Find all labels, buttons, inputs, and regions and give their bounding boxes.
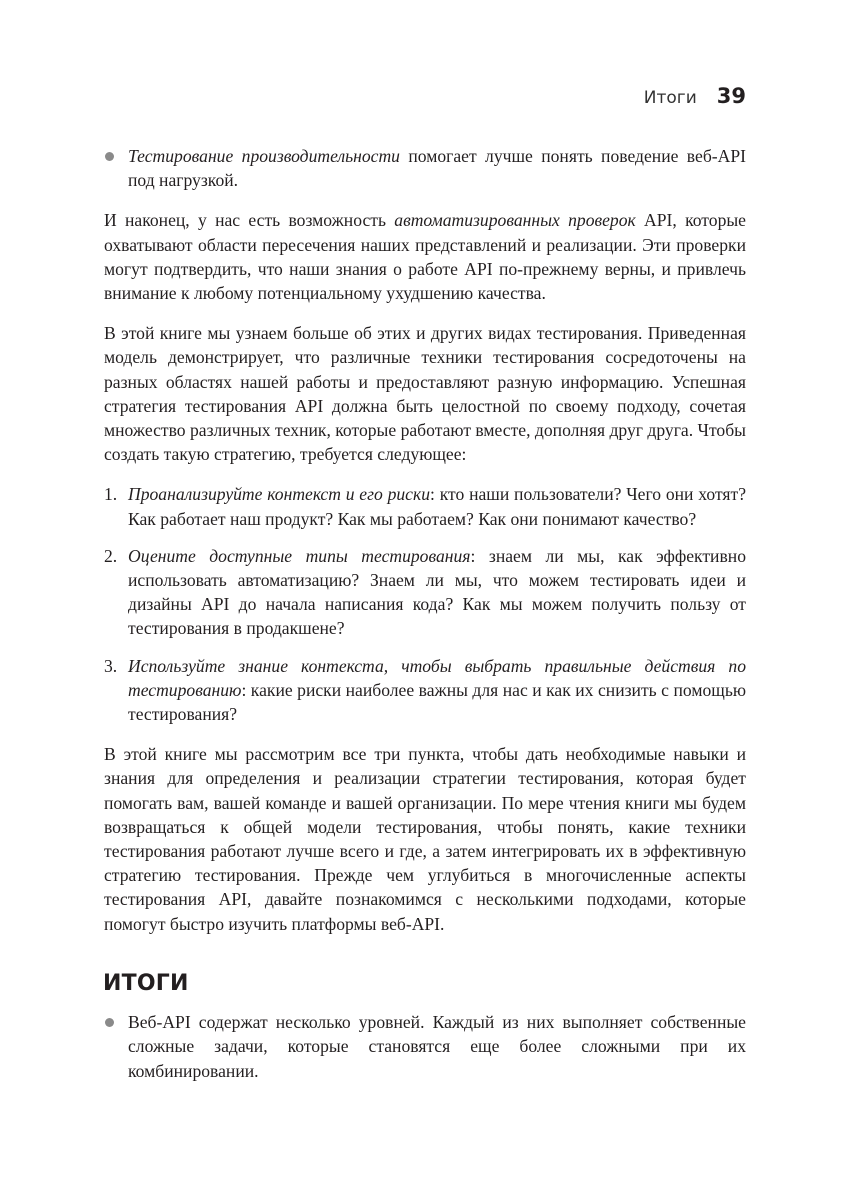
paragraph-text: API, которые охватывают области пересечения наших представлений и реализации. Эти проверки могут подтвердить, что наши знания о работе API по-прежнему верны, и привлечь внимание к любому потенциальному ухудшению качества. [104, 210, 746, 304]
strategy-steps-list [104, 482, 746, 726]
step-number: 2. [104, 545, 118, 566]
bullet-icon [105, 152, 114, 161]
emphasis-term: Оцените доступные типы тестирования [128, 545, 471, 566]
step-number: 3. [104, 655, 118, 676]
emphasis-term: автоматизированных проверок [394, 210, 636, 231]
bullet-icon [105, 1018, 114, 1027]
list-item-text: : кто наши пользователи? Чего они хотят? Как работает наш продукт? Как мы работаем? Как они понимают качество? [128, 484, 747, 529]
emphasis-term: Тестирование производительности [128, 146, 400, 166]
running-head [644, 84, 746, 108]
list-item [104, 482, 746, 530]
paragraph-testing-model: В этой книге мы узнаем больше об этих и других видах тестирования. Приведенная модель демонстрирует, что различные техники тестирования сосредоточены на разных областях нашей работы и предоставляют разную информацию. Успешная стратегия тестирования API должна быть целостной по своему подходу, сочетая множество различных техник, которые работают вместе, дополняя друг друга. Чтобы создать такую стратегию, требуется следующее: [104, 323, 746, 465]
list-item-text: : знаем ли мы, как эффективно использовать автоматизацию? Знаем ли мы, что можем тестировать идеи и дизайны API до начала написания кода? Как мы можем получить пользу от тестирования в продакшене? [128, 545, 746, 639]
list-item [104, 144, 746, 192]
list-item-text: помогает лучше понять поведение веб-API под нагрузкой. [128, 146, 746, 191]
list-item [104, 654, 746, 727]
emphasis-term: Проанализируйте контекст и его риски [128, 484, 431, 505]
paragraph-text: И наконец, у нас есть возможность [104, 210, 395, 231]
list-item-text: Веб-API содержат несколько уровней. Каждый из них выполняет собственные сложные задачи, которые становятся еще более сложными при их комбинировании. [128, 1012, 746, 1081]
page-body [104, 144, 746, 1099]
step-number: 1. [104, 484, 118, 505]
emphasis-term: Используйте знание контекста, чтобы выбрать правильные действия по тестированию [128, 655, 746, 700]
paragraph-automated-checks [104, 208, 746, 305]
list-item-text: : какие риски наиболее важны для нас и как их снизить с помощью тестирования? [128, 679, 746, 725]
paragraph-book-overview: В этой книге мы рассмотрим все три пункта, чтобы дать необходимые навыки и знания для определения и реализации стратегии тестирования, которая будет помогать вам, вашей команде и вашей организации. По мере чтения книги мы будем возвращаться к общей модели тестирования, чтобы понять, какие техники тестирования работают лучше всего и где, а затем интегрировать их в эффективную стратегию тестирования. Прежде чем углубиться в многочисленные аспекты тестирования API, давайте познакомимся с несколькими подходами, которые помогут быстро изучить платформы веб-API. [104, 744, 746, 934]
page-number: 39 [716, 84, 746, 108]
running-head-section: Итоги [643, 88, 697, 108]
list-item [104, 544, 746, 641]
summary-bullet-list [104, 1010, 746, 1083]
list-item [104, 1010, 746, 1083]
bullet-list-top [104, 144, 746, 192]
section-heading-summary: ИТОГИ [103, 970, 189, 996]
